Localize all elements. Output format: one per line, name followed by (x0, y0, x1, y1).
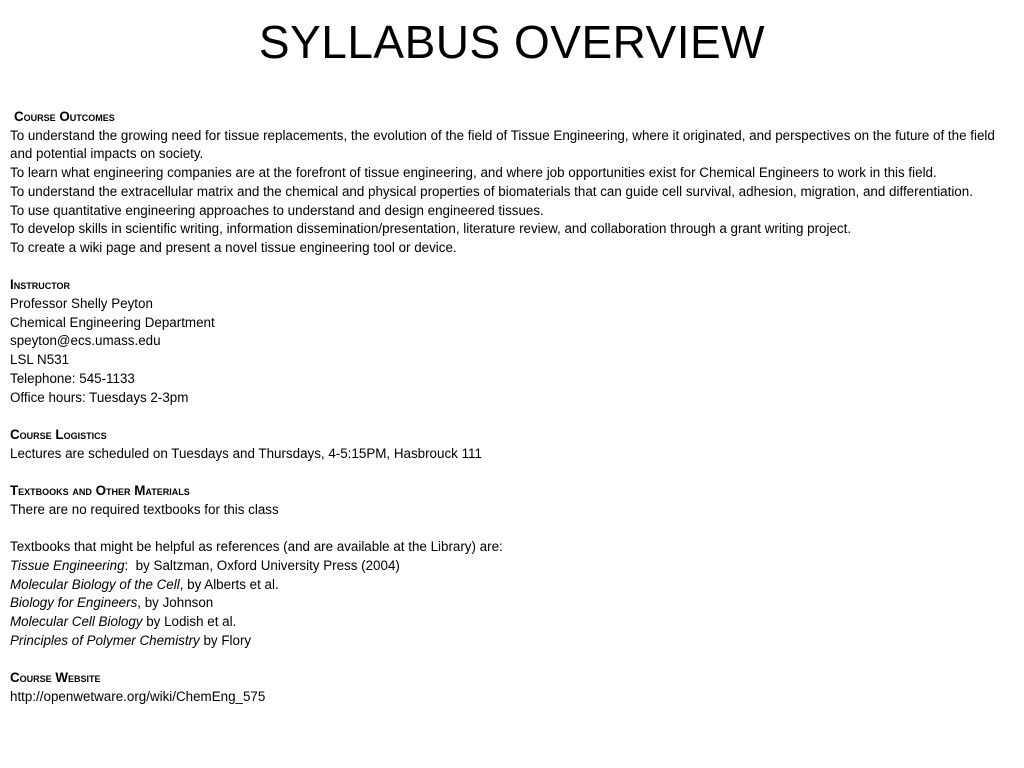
page-title: SYLLABUS OVERVIEW (258, 16, 766, 68)
textbook-title: Biology for Engineers (10, 595, 138, 611)
course-logistics-text: Lectures are scheduled on Tuesdays and Thursdays, 4-5:15PM, Hasbrouck 111 (10, 445, 482, 461)
instructor-department: Chemical Engineering Department (10, 314, 215, 330)
outcome-item: To develop skills in scientific writing, information dissemination/presentation, literature review, and collaboration through a grant writing project. (10, 221, 852, 237)
textbook-title: Principles of Polymer Chemistry (10, 632, 200, 648)
outcome-item: To understand the growing need for tissue replacements, the evolution of the field of Tissue Engineering, where it originated, and perspectives on the future of the field and potential impacts on society. (10, 127, 995, 162)
textbook-author: : by Saltzman, Oxford University Press (2004) (124, 557, 400, 573)
textbook-author: by Flory (199, 632, 252, 648)
instructor-name: Professor Shelly Peyton (10, 296, 153, 312)
textbooks-heading: Textbooks and Other Materials (10, 483, 190, 499)
outcome-item: To learn what engineering companies are at the forefront of tissue engineering, and where job opportunities exist for Chemical Engineers to work in this field. (10, 165, 937, 181)
instructor-email: speyton@ecs.umass.edu (10, 333, 161, 349)
outcome-item: To create a wiki page and present a novel tissue engineering tool or device. (10, 239, 457, 255)
course-website-url: http://openwetware.org/wiki/ChemEng_575 (10, 688, 266, 704)
textbook-item (10, 613, 1016, 632)
instructor-telephone: Telephone: 545-1133 (10, 370, 135, 386)
outcome-item: To use quantitative engineering approaches to understand and design engineered tissues. (10, 202, 544, 218)
textbooks-intro: Textbooks that might be helpful as references (and are available at the Library) are: (10, 539, 503, 555)
textbook-title: Molecular Cell Biology (10, 613, 143, 629)
textbook-item (10, 576, 1016, 595)
textbook-author: , by Johnson (137, 595, 214, 611)
textbook-title: Molecular Biology of the Cell (10, 576, 180, 592)
syllabus-content (10, 108, 1016, 706)
instructor-office-hours: Office hours: Tuesdays 2-3pm (10, 389, 189, 405)
textbook-author: , by Alberts et al. (179, 576, 279, 592)
textbook-item (10, 632, 1016, 651)
textbook-title: Tissue Engineering (10, 557, 125, 573)
textbook-author: by Lodish et al. (142, 613, 237, 629)
textbooks-none-required: There are no required textbooks for this class (10, 501, 279, 517)
outcome-item: To understand the extracellular matrix and the chemical and physical properties of biomaterials that can guide cell survival, adhesion, migration, and differentiation. (10, 183, 973, 199)
instructor-office: LSL N531 (10, 352, 70, 368)
course-logistics-heading: Course Logistics (10, 426, 107, 442)
textbook-item (10, 557, 1016, 576)
course-outcomes-heading: Course Outcomes (14, 109, 115, 124)
textbook-item (10, 594, 1016, 613)
course-website-heading: Course Website (10, 670, 101, 686)
instructor-heading: Instructor (10, 277, 71, 293)
